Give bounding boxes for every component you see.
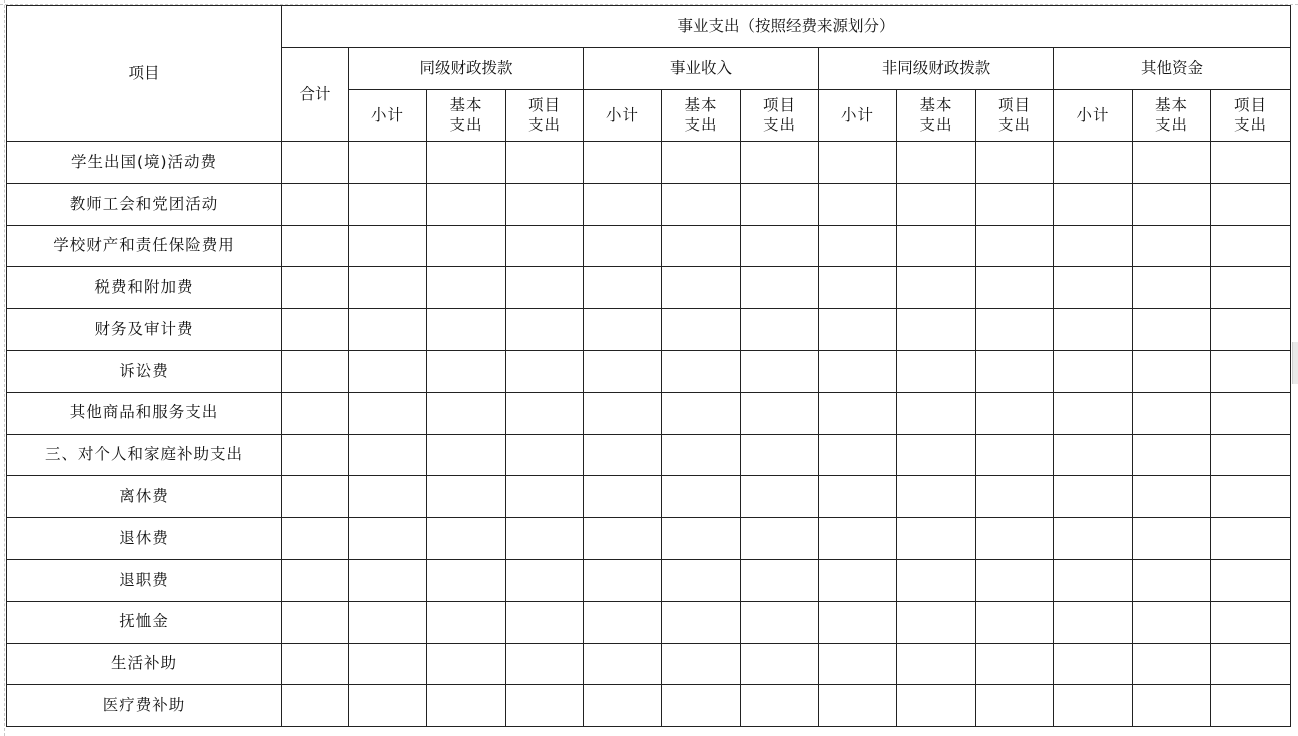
table-cell[interactable] [819, 309, 897, 351]
table-cell[interactable] [819, 601, 897, 643]
table-cell[interactable] [897, 350, 976, 392]
sub-header-project-expenditure [976, 90, 1054, 142]
table-cell[interactable] [976, 309, 1054, 351]
table-row [7, 518, 1291, 560]
table-cell[interactable] [741, 601, 819, 643]
table-cell[interactable] [349, 225, 427, 267]
sub-header-line: 项目 [762, 96, 796, 115]
table-cell[interactable] [819, 183, 897, 225]
sub-header-subtotal [819, 90, 897, 142]
table-cell[interactable] [741, 392, 819, 434]
table-cell[interactable] [1054, 559, 1133, 601]
table-cell[interactable] [584, 685, 662, 727]
table-row [7, 392, 1291, 434]
table-cell[interactable] [1054, 183, 1133, 225]
table-cell[interactable] [1211, 559, 1291, 601]
sub-header-line: 项目 [527, 96, 561, 115]
item-column-header: 项目 [7, 6, 282, 142]
table-cell[interactable] [282, 350, 349, 392]
table-cell[interactable] [506, 434, 584, 476]
table-cell[interactable] [1211, 518, 1291, 560]
table-cell[interactable] [1211, 601, 1291, 643]
table-cell[interactable] [741, 476, 819, 518]
table-cell[interactable] [662, 643, 741, 685]
table-cell[interactable] [1054, 392, 1133, 434]
table-cell[interactable] [506, 643, 584, 685]
row-label[interactable]: 医疗费补助 [7, 685, 282, 727]
table-cell[interactable] [819, 434, 897, 476]
table-cell[interactable] [662, 350, 741, 392]
table-cell[interactable] [662, 267, 741, 309]
table-cell[interactable] [1054, 601, 1133, 643]
table-cell[interactable] [897, 142, 976, 184]
sub-header-line: 基本 [684, 96, 718, 115]
table-cell[interactable] [282, 434, 349, 476]
table-cell[interactable] [506, 183, 584, 225]
table-cell[interactable] [662, 476, 741, 518]
table-cell[interactable] [1133, 267, 1211, 309]
sub-header-basic-expenditure [662, 90, 741, 142]
table-cell[interactable] [282, 183, 349, 225]
table-cell[interactable] [819, 267, 897, 309]
table-cell[interactable] [506, 476, 584, 518]
sub-header-line: 基本 [919, 96, 953, 115]
sub-header-basic-expenditure [427, 90, 506, 142]
sub-header-subtotal [584, 90, 662, 142]
table-cell[interactable] [349, 142, 427, 184]
table-cell[interactable] [819, 225, 897, 267]
table-cell[interactable] [1054, 225, 1133, 267]
row-label[interactable]: 退休费 [7, 518, 282, 560]
table-cell[interactable] [427, 267, 506, 309]
table-cell[interactable] [741, 518, 819, 560]
table-cell[interactable] [584, 476, 662, 518]
sheet-gridline-left [4, 0, 5, 736]
table-cell[interactable] [976, 601, 1054, 643]
table-cell[interactable] [1133, 142, 1211, 184]
table-cell[interactable] [506, 559, 584, 601]
table-row [7, 476, 1291, 518]
table-cell[interactable] [1054, 643, 1133, 685]
table-cell[interactable] [741, 643, 819, 685]
table-cell[interactable] [506, 685, 584, 727]
table-cell[interactable] [1211, 350, 1291, 392]
table-cell[interactable] [819, 142, 897, 184]
table-cell[interactable] [282, 309, 349, 351]
table-cell[interactable] [976, 559, 1054, 601]
table-cell[interactable] [427, 434, 506, 476]
table-cell[interactable] [897, 601, 976, 643]
table-cell[interactable] [1211, 476, 1291, 518]
table-cell[interactable] [349, 434, 427, 476]
sub-header-project-expenditure [741, 90, 819, 142]
table-cell[interactable] [662, 559, 741, 601]
row-label[interactable]: 抚恤金 [7, 601, 282, 643]
sub-header-line: 支出 [1234, 115, 1268, 134]
table-row [7, 350, 1291, 392]
table-cell[interactable] [976, 685, 1054, 727]
table-cell[interactable] [819, 559, 897, 601]
table-cell[interactable] [427, 685, 506, 727]
source-header-business-income: 事业收入 [584, 48, 819, 90]
table-cell[interactable] [897, 225, 976, 267]
table-cell[interactable] [427, 142, 506, 184]
source-header-same-level-appropriation: 同级财政拨款 [349, 48, 584, 90]
table-cell[interactable] [819, 350, 897, 392]
row-label[interactable]: 财务及审计费 [7, 309, 282, 351]
table-cell[interactable] [897, 434, 976, 476]
sub-header-line: 小计 [370, 105, 404, 124]
table-cell[interactable] [741, 350, 819, 392]
table-cell[interactable] [1133, 225, 1211, 267]
source-header-other-funds: 其他资金 [1054, 48, 1291, 90]
scrollbar-handle[interactable] [1292, 342, 1298, 384]
table-cell[interactable] [662, 309, 741, 351]
table-cell[interactable] [897, 685, 976, 727]
table-cell[interactable] [506, 518, 584, 560]
sub-header-line: 小计 [840, 105, 874, 124]
row-label[interactable]: 生活补助 [7, 643, 282, 685]
table-cell[interactable] [349, 476, 427, 518]
table-cell[interactable] [741, 685, 819, 727]
table-cell[interactable] [819, 643, 897, 685]
sub-header-basic-expenditure [897, 90, 976, 142]
total-column-header: 合计 [282, 48, 349, 142]
table-cell[interactable] [976, 643, 1054, 685]
sub-header-line: 基本 [449, 96, 483, 115]
row-label[interactable]: 税费和附加费 [7, 267, 282, 309]
table-cell[interactable] [741, 309, 819, 351]
table-cell[interactable] [349, 309, 427, 351]
table-cell[interactable] [584, 559, 662, 601]
table-cell[interactable] [897, 392, 976, 434]
sub-header-line: 小计 [605, 105, 639, 124]
table-cell[interactable] [349, 601, 427, 643]
sub-header-line: 支出 [919, 115, 953, 134]
sub-header-line: 小计 [1076, 105, 1110, 124]
table-cell[interactable] [584, 434, 662, 476]
table-cell[interactable] [282, 476, 349, 518]
sub-header-subtotal [1054, 90, 1133, 142]
table-cell[interactable] [1211, 183, 1291, 225]
table-cell[interactable] [1133, 518, 1211, 560]
table-row [7, 434, 1291, 476]
table-cell[interactable] [349, 643, 427, 685]
table-cell[interactable] [506, 350, 584, 392]
table-cell[interactable] [584, 142, 662, 184]
table-cell[interactable] [506, 309, 584, 351]
table-cell[interactable] [1133, 183, 1211, 225]
table-body [7, 142, 1291, 727]
row-label[interactable]: 学生出国(境)活动费 [7, 142, 282, 184]
sub-header-line: 项目 [1234, 96, 1268, 115]
header-row-1 [7, 6, 1291, 48]
table-cell[interactable] [427, 476, 506, 518]
table-cell[interactable] [741, 142, 819, 184]
table-cell[interactable] [427, 183, 506, 225]
table-cell[interactable] [819, 685, 897, 727]
table-cell[interactable] [819, 476, 897, 518]
sub-header-line: 基本 [1154, 96, 1188, 115]
table-cell[interactable] [282, 392, 349, 434]
table-row [7, 225, 1291, 267]
table-cell[interactable] [506, 142, 584, 184]
table-cell[interactable] [349, 350, 427, 392]
table-cell[interactable] [897, 183, 976, 225]
table-cell[interactable] [897, 643, 976, 685]
table-cell[interactable] [976, 183, 1054, 225]
row-label[interactable]: 离休费 [7, 476, 282, 518]
table-cell[interactable] [1211, 643, 1291, 685]
table-cell[interactable] [1054, 350, 1133, 392]
table-row [7, 183, 1291, 225]
table-cell[interactable] [427, 518, 506, 560]
table-cell[interactable] [741, 559, 819, 601]
table-cell[interactable] [976, 434, 1054, 476]
table-cell[interactable] [662, 392, 741, 434]
table-cell[interactable] [741, 267, 819, 309]
group-title-header: 事业支出（按照经费来源划分） [282, 6, 1291, 48]
table-cell[interactable] [976, 267, 1054, 309]
table-cell[interactable] [584, 518, 662, 560]
table-cell[interactable] [1054, 685, 1133, 727]
table-cell[interactable] [662, 518, 741, 560]
table-cell[interactable] [819, 518, 897, 560]
table-cell[interactable] [1211, 267, 1291, 309]
table-cell[interactable] [1133, 350, 1211, 392]
table-cell[interactable] [584, 225, 662, 267]
table-cell[interactable] [282, 267, 349, 309]
table-row [7, 643, 1291, 685]
table-cell[interactable] [506, 225, 584, 267]
table-cell[interactable] [897, 267, 976, 309]
table-cell[interactable] [584, 350, 662, 392]
table-cell[interactable] [1211, 225, 1291, 267]
table-cell[interactable] [1133, 685, 1211, 727]
table-cell[interactable] [976, 142, 1054, 184]
table-cell[interactable] [282, 225, 349, 267]
table-cell[interactable] [427, 643, 506, 685]
table-cell[interactable] [1054, 476, 1133, 518]
table-cell[interactable] [1211, 142, 1291, 184]
sub-header-line: 支出 [1154, 115, 1188, 134]
table-cell[interactable] [1133, 476, 1211, 518]
table-cell[interactable] [427, 601, 506, 643]
expenditure-table [6, 5, 1291, 727]
table-cell[interactable] [349, 559, 427, 601]
row-label[interactable]: 教师工会和党团活动 [7, 183, 282, 225]
table-cell[interactable] [741, 434, 819, 476]
table-cell[interactable] [506, 267, 584, 309]
sub-header-line: 支出 [762, 115, 796, 134]
table-cell[interactable] [1054, 267, 1133, 309]
table-cell[interactable] [584, 392, 662, 434]
table-cell[interactable] [282, 518, 349, 560]
table-cell[interactable] [282, 559, 349, 601]
table-cell[interactable] [427, 559, 506, 601]
sub-header-project-expenditure [1211, 90, 1291, 142]
table-cell[interactable] [976, 518, 1054, 560]
table-cell[interactable] [427, 225, 506, 267]
table-cell[interactable] [282, 685, 349, 727]
table-cell[interactable] [349, 183, 427, 225]
table-cell[interactable] [897, 476, 976, 518]
table-cell[interactable] [662, 601, 741, 643]
table-cell[interactable] [349, 518, 427, 560]
table-row [7, 559, 1291, 601]
table-cell[interactable] [662, 225, 741, 267]
table-cell[interactable] [427, 350, 506, 392]
table-cell[interactable] [741, 183, 819, 225]
table-cell[interactable] [1054, 518, 1133, 560]
table-cell[interactable] [584, 601, 662, 643]
sub-header-line: 支出 [449, 115, 483, 134]
row-label[interactable]: 其他商品和服务支出 [7, 392, 282, 434]
table-row [7, 142, 1291, 184]
row-label[interactable]: 诉讼费 [7, 350, 282, 392]
table-cell[interactable] [506, 601, 584, 643]
table-cell[interactable] [584, 309, 662, 351]
table-cell[interactable] [427, 309, 506, 351]
table-cell[interactable] [897, 518, 976, 560]
table-cell[interactable] [282, 601, 349, 643]
table-cell[interactable] [741, 225, 819, 267]
table-row [7, 267, 1291, 309]
table-cell[interactable] [584, 643, 662, 685]
table-cell[interactable] [662, 434, 741, 476]
table-cell[interactable] [1133, 601, 1211, 643]
table-row [7, 685, 1291, 727]
table-cell[interactable] [1054, 309, 1133, 351]
table-cell[interactable] [1054, 142, 1133, 184]
row-label[interactable]: 三、对个人和家庭补助支出 [7, 434, 282, 476]
table-cell[interactable] [1211, 309, 1291, 351]
sub-header-line: 项目 [997, 96, 1031, 115]
table-cell[interactable] [1133, 643, 1211, 685]
table-cell[interactable] [1211, 392, 1291, 434]
table-cell[interactable] [1211, 685, 1291, 727]
table-cell[interactable] [282, 142, 349, 184]
row-label[interactable]: 退职费 [7, 559, 282, 601]
table-cell[interactable] [819, 392, 897, 434]
sub-header-line: 支出 [684, 115, 718, 134]
sub-header-basic-expenditure [1133, 90, 1211, 142]
source-header-non-same-level-appropriation: 非同级财政拨款 [819, 48, 1054, 90]
table-cell[interactable] [1211, 434, 1291, 476]
sub-header-line: 支出 [527, 115, 561, 134]
spreadsheet-page [6, 5, 1290, 729]
sub-header-subtotal [349, 90, 427, 142]
table-row [7, 309, 1291, 351]
table-cell[interactable] [584, 267, 662, 309]
table-cell[interactable] [584, 183, 662, 225]
table-cell[interactable] [662, 685, 741, 727]
table-cell[interactable] [506, 392, 584, 434]
table-cell[interactable] [1133, 309, 1211, 351]
table-cell[interactable] [976, 476, 1054, 518]
table-cell[interactable] [662, 142, 741, 184]
table-cell[interactable] [897, 309, 976, 351]
table-cell[interactable] [976, 392, 1054, 434]
row-label[interactable]: 学校财产和责任保险费用 [7, 225, 282, 267]
table-cell[interactable] [662, 183, 741, 225]
table-cell[interactable] [427, 392, 506, 434]
table-cell[interactable] [1133, 559, 1211, 601]
table-cell[interactable] [349, 267, 427, 309]
table-cell[interactable] [1133, 392, 1211, 434]
table-cell[interactable] [349, 392, 427, 434]
table-cell[interactable] [976, 225, 1054, 267]
table-row [7, 601, 1291, 643]
sub-header-line: 支出 [997, 115, 1031, 134]
sub-header-project-expenditure [506, 90, 584, 142]
table-cell[interactable] [1054, 434, 1133, 476]
table-cell[interactable] [282, 643, 349, 685]
table-cell[interactable] [976, 350, 1054, 392]
table-cell[interactable] [349, 685, 427, 727]
table-cell[interactable] [1133, 434, 1211, 476]
table-cell[interactable] [897, 559, 976, 601]
